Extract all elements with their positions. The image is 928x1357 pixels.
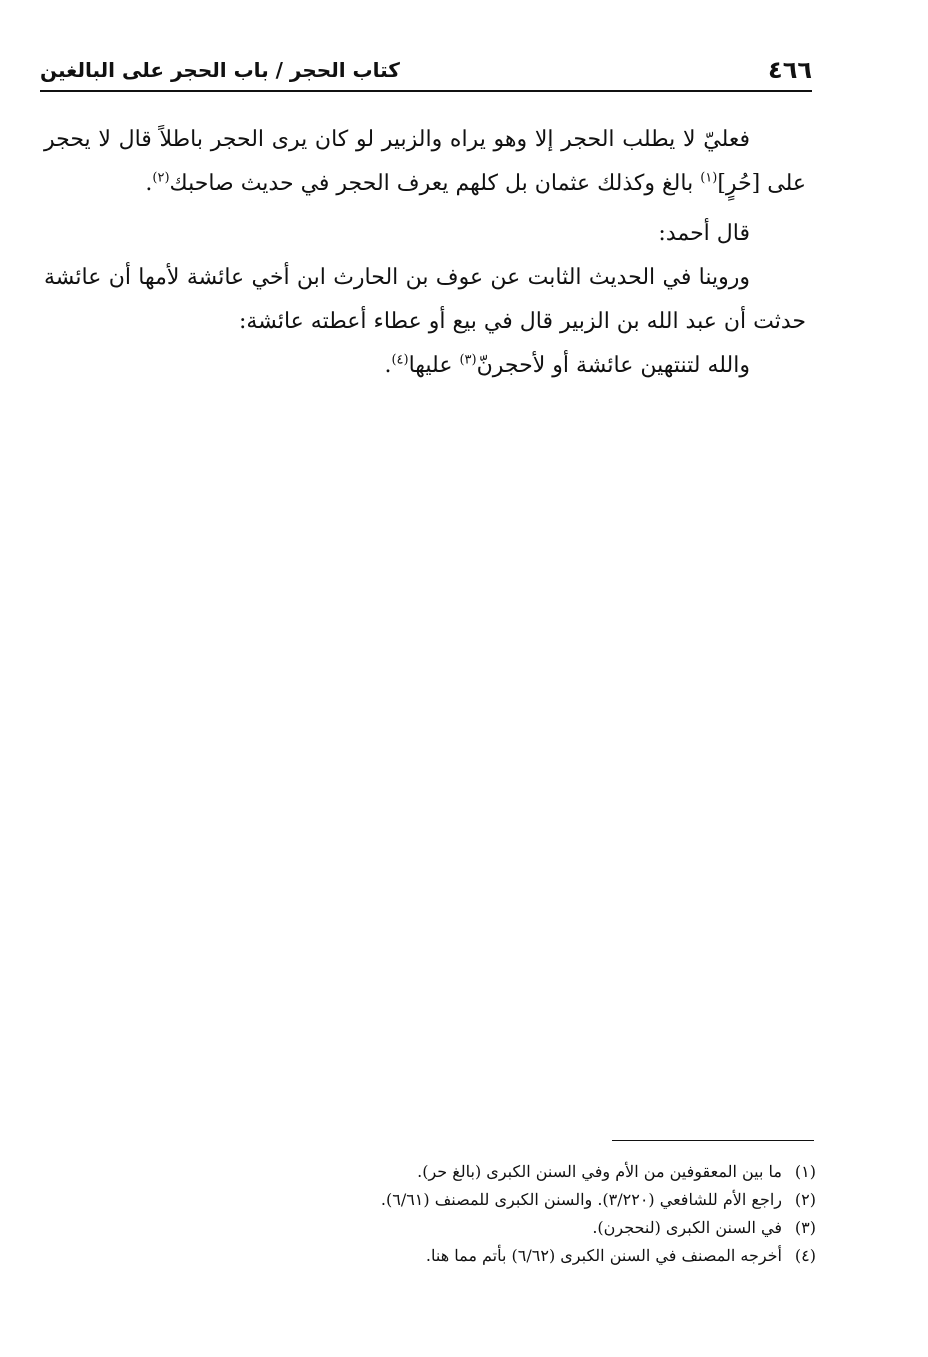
- paragraph-3-part-b: عليها: [408, 353, 460, 378]
- footnote-4: [300, 1242, 816, 1270]
- page-number: ٤٦٦: [768, 56, 812, 84]
- footnote-1: [300, 1158, 816, 1186]
- chapter-title: كتاب الحجر / باب الحجر على البالغين: [40, 58, 400, 82]
- paragraph-1-part-c: .: [145, 171, 153, 196]
- footnote-number: (٤): [794, 1246, 816, 1265]
- paragraph-1-part-b: بالغ وكذلك عثمان بل كلهم يعرف الحجر في حديث صاحبك: [169, 171, 701, 196]
- paragraph-3: [44, 344, 806, 388]
- speaker-label: قال أحمد:: [658, 221, 750, 246]
- footnote-2: [300, 1186, 816, 1214]
- footnote-text: راجع الأم للشافعي (٣/٢٢٠). والسنن الكبرى للمصنف (٦/٦١).: [380, 1190, 782, 1209]
- footnote-text: في السنن الكبرى (لنحجرن).: [592, 1218, 782, 1237]
- footnote-ref-1[interactable]: (١): [700, 170, 718, 186]
- paragraph-3-part-a: والله لتنتهين عائشة أو لأحجرنّ: [476, 353, 750, 378]
- footnote-ref-2[interactable]: (٢): [152, 170, 170, 186]
- paragraph-2: وروينا في الحديث الثابت عن عوف بن الحارث ابن أخي عائشة لأمها أن عائشة حدثت أن عبد الله بن الزبير قال في بيع أو عطاء أعطته عائشة:: [44, 265, 806, 334]
- paragraph-1: [44, 118, 806, 206]
- footnote-number: (١): [794, 1162, 816, 1181]
- footnote-ref-4[interactable]: (٤): [391, 352, 409, 368]
- footnote-text: أخرجه المصنف في السنن الكبرى (٦/٦٢) بأتم مما هنا.: [425, 1246, 782, 1265]
- footnote-3: [300, 1214, 816, 1242]
- footnote-text: ما بين المعقوفين من الأم وفي السنن الكبرى (بالغ حر).: [417, 1162, 782, 1181]
- header-rule: [40, 90, 812, 92]
- footnotes: [300, 1158, 816, 1270]
- running-head: [40, 50, 812, 90]
- footnote-ref-3[interactable]: (٣): [459, 352, 477, 368]
- footnote-number: (٣): [794, 1218, 816, 1237]
- footnote-separator: [612, 1140, 814, 1141]
- main-text: [44, 118, 806, 388]
- paragraph-1-part-a: فعليّ لا يطلب الحجر إلا وهو يراه والزبير لو كان يرى الحجر باطلاً قال لا يحجر على [حُرٍ]: [44, 127, 806, 196]
- footnote-number: (٢): [794, 1190, 816, 1209]
- paragraph-3-part-c: .: [384, 353, 392, 378]
